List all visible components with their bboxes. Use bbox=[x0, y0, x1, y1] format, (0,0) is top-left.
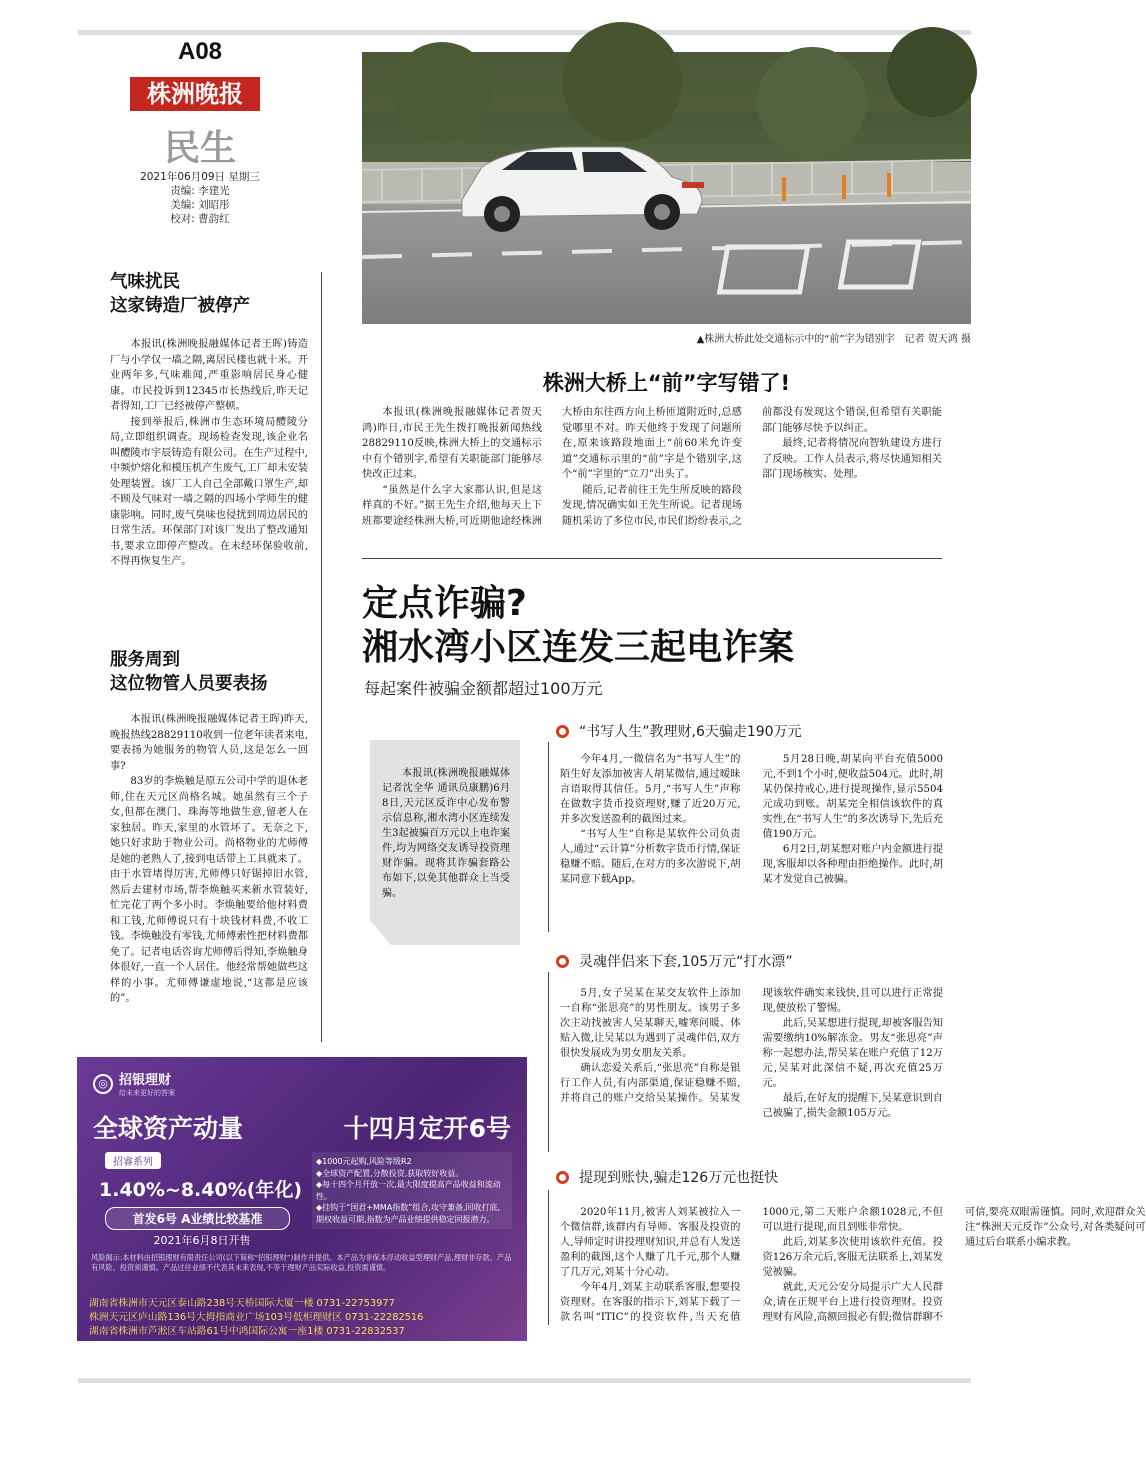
fraud-s3-paragraph: 今年4月,刘某主动联系客服,想要投资理财。在客服的指示下,刘某下载了一款名叫“ITIC”的投资软件,当天充值1000元,第二天账户余额1028元,不但可以进行提现,而且到账非常快。 bbox=[560, 1207, 943, 1323]
ad-brand: 招银理财 bbox=[119, 1073, 172, 1088]
ad-feature: ◆挂钩于“国君+MMA指数”组合,攻守兼备,回收打底,期权收益可期,指数为产品业绩提供稳定回报潜力。 bbox=[316, 1203, 501, 1224]
fraud-s2-paragraph: 确认恋爱关系后,“张思亮”自称是银行工作人员,有内部渠道,保证稳赚不赔,并将自己的账户交给吴某操作。吴某发现该软件确实来钱快,且可以进行正常提现,便放松了警惕。 bbox=[560, 988, 943, 1104]
manager-article-title bbox=[110, 648, 320, 696]
manager-paragraph: 83岁的李焕触是原五公司中学的退休老师,住在天元区尚格名城。她虽然有三个子女,但都在澳门、珠海等地做生意,留老人在家独居。昨天,家里的水管坏了。无奈之下,她只好求助于物业公司。尚格物业的尤师傅是她的老熟人了,接到电话带上工具就来了。由于水管堵得厉害,尤师傅只好锯掉旧水管,然后去建材市场,帮李焕触买来新水管装好,忙完花了两个多小时。李焕触要给他材料费和工钱,尤师傅说只有十块钱材料费,不收工钱。李焕触没有零钱,尤师傅索性把材料费都免了。记者电话咨询尤师傅后得知,李焕触身体很好,一直一个人居住。他经常帮她做些这样的小事。尤师傅谦虚地说,“这都是应该的”。 bbox=[110, 776, 308, 1004]
ad-logo bbox=[93, 1069, 175, 1098]
fraud-section1-body bbox=[560, 752, 943, 932]
bottom-border bbox=[78, 1378, 971, 1383]
ad-brand-icon: ◎ bbox=[93, 1074, 113, 1094]
ad-headline-right: 十四月定开6号 bbox=[343, 1114, 511, 1143]
fraud-s1-paragraph: 6月2日,胡某想对账户内金额进行提现,客服却以各种理由拒绝操作。此时,胡某才发觉自己被骗。 bbox=[762, 844, 943, 885]
editor-credit: 责编: 李建光 bbox=[170, 185, 230, 197]
manager-title-line1: 服务周到 bbox=[110, 650, 180, 670]
bridge-paragraph: “虽然是什么字大家都认识,但是这样真的不好。”据王先生介绍,他每天上下班都要途经株洲大桥,可近期他途经株洲大桥由东往西方向上桥匝道附近时,总感觉哪里不对。昨天他终于发现了问题所在,原来该路段地面上“前60米允许变道”交通标示里的“前”字是个错别字,这个“前”字里的“立刀”出头了。 bbox=[362, 407, 742, 527]
ad-feature: ◆每十四个月开放一次,最大限度提高产品收益和流动性。 bbox=[316, 1180, 501, 1201]
fraud-s2-paragraph: 此后,吴某想进行提现,却被客服告知需要缴纳10%解冻金。男友“张思亮”声称一起想办法,帮吴某在账户充值了12万元,吴某对此深信不疑,再次充值25万元。 bbox=[762, 1018, 943, 1089]
ad-feature: ◆1000元起购,风险等级R2 bbox=[316, 1157, 412, 1166]
fraud-intro-paragraph: 本报讯(株洲晚报融媒体记者沈全华 通讯员康鹏)6月8日,天元区反诈中心发布警示信息称,湘水湾小区连续发生3起被骗百万元以上电诈案件,均为网络交友诱导投资理财诈骗。现将其诈骗套路公布如下,以免其他群众上当受骗。 bbox=[382, 768, 510, 899]
fraud-intro-text bbox=[382, 766, 510, 901]
fraud-section2-left-border bbox=[548, 972, 549, 1152]
fraud-section2-heading-text: 灵魂伴侣来下套,105万元“打水漂” bbox=[579, 954, 793, 970]
foundry-title-line2: 这家铸造厂被停产 bbox=[110, 296, 250, 316]
advertisement[interactable] bbox=[77, 1057, 527, 1341]
ad-rate: 1.40%~8.40%(年化) bbox=[99, 1179, 303, 1201]
fraud-section1-left-border bbox=[548, 742, 549, 932]
issue-info bbox=[120, 170, 280, 226]
foundry-article-body bbox=[110, 337, 308, 570]
bridge-paragraph: 最终,记者将情况向智轨建设方进行了反映。工作人员表示,将尽快通知相关部门现场核实、处理。 bbox=[762, 438, 942, 480]
foundry-paragraph: 本报讯(株洲晚报融媒体记者王晖)铸造厂与小学仅一墙之隔,离居民楼也就十米。开业两年多,气味难闻,严重影响居民身心健康。市民投诉到12345市长热线后,昨天记者得知,工厂已经被停产整顿。 bbox=[110, 339, 308, 412]
news-photo bbox=[362, 52, 971, 324]
fraud-section3-body bbox=[560, 1205, 1146, 1330]
fraud-title-line2: 湘水湾小区连发三起电诈案 bbox=[362, 627, 795, 668]
manager-article-body bbox=[110, 712, 308, 1007]
fraud-article-title bbox=[362, 582, 962, 670]
fraud-s1-paragraph: 今年4月,一微信名为“书写人生”的陌生好友添加被害人胡某微信,通过暧昧言语取得其信任。5月,“书写人生”声称在做数字货币投资理财,赚了近20万元,并多次发送盈利的截图过来。 bbox=[560, 754, 741, 825]
bridge-article-divider bbox=[362, 558, 942, 559]
top-border bbox=[78, 30, 971, 35]
bridge-article-body bbox=[362, 405, 942, 553]
manager-title-line2: 这位物管人员要表扬 bbox=[110, 674, 268, 694]
issue-date: 2021年06月09日 星期三 bbox=[140, 171, 260, 183]
ad-sale-date: 2021年6月8日开售 bbox=[153, 1234, 251, 1247]
section-title: 民生 bbox=[163, 127, 236, 169]
fraud-s1-paragraph: 5月28日晚,胡某向平台充值5000元,不到1个小时,便收益504元。此时,胡某仍保持戒心,进行提现操作,显示5504元成功到账。胡某完全相信该软件的真实性,在“书写人生”的多次诱导下,先后充值190万元。 bbox=[762, 754, 943, 840]
proofreader-credit: 校对: 曹韵红 bbox=[170, 213, 230, 225]
fraud-s3-paragraph: 此后,刘某多次使用该软件充值。投资126万余元后,客服无法联系上,刘某发觉被骗。 bbox=[762, 1237, 943, 1278]
left-column-divider bbox=[321, 272, 322, 1042]
bullet-dot-icon bbox=[556, 725, 569, 738]
ad-series-badge: 招睿系列 bbox=[105, 1152, 161, 1169]
fraud-s2-paragraph: 5月,女子吴某在某交友软件上添加一自称“张思亮”的男性朋友。该男子多次主动找被害人吴某聊天,嘘寒问暖、体贴入微,让吴某以为遇到了灵魂伴侣,双方很快发展成为男女朋友关系。 bbox=[560, 988, 741, 1059]
ad-features bbox=[312, 1152, 512, 1229]
manager-paragraph: 本报讯(株洲晚报融媒体记者王晖)昨天,晚报热线28829110收到一位老年读者来电,要表扬为她服务的物管人员,这是怎么一回事? bbox=[110, 714, 308, 772]
ad-feature: ◆全球资产配置,分散投资,获取较好收益。 bbox=[316, 1168, 464, 1178]
fraud-section2-heading bbox=[556, 951, 936, 971]
foundry-paragraph: 接到举报后,株洲市生态环境局醴陵分局,立即组织调查。现场检查发现,该企业名叫醴陵市宇辰铸造有限公司。在生产过程中,中频炉熔化和模压机产生废气,工厂却未安装处理装置。该厂工人自己全部戴口罩生产,却不顾及气味对一墙之隔的四场小学师生的健康影响。同时,废气臭味也侵扰到周边居民的日常生活。环保部门对该厂发出了整改通知书,要求立即停产整改。在未经环保验收前,不得再恢复生产。 bbox=[110, 416, 308, 567]
bridge-article-title: 株洲大桥上“前”字写错了! bbox=[542, 371, 791, 395]
fraud-article-subtitle: 每起案件被骗金额都超过100万元 bbox=[364, 679, 603, 698]
fraud-section1-heading-text: “书写人生”教理财,6天骗走190万元 bbox=[579, 724, 802, 740]
ad-disclaimer: 风险揭示:本材料由招银理财有限责任公司(以下简称“招银理财”)制作并提供。本产品为非保本浮动收益型理财产品,理财非存款、产品有风险、投资须谨慎。产品过往业绩不代表其未来表现,不等于理财产品实际收益,投资需谨慎。 bbox=[91, 1253, 512, 1272]
fraud-section3-heading-text: 提现到账快,骗走126万元也挺快 bbox=[579, 1170, 779, 1186]
page-number: A08 bbox=[177, 38, 223, 65]
bullet-dot-icon bbox=[556, 955, 569, 968]
ad-address: 湖南省株洲市天元区泰山路238号天桥国际大厦一楼 0731-22753977 bbox=[89, 1298, 395, 1309]
fraud-s2-paragraph: 最后,在好友的提醒下,吴某意识到自己被骗了,损失金额105万元。 bbox=[762, 1093, 943, 1119]
fraud-s3-paragraph: 就此,天元公安分局提示广大人民群众,请在正规平台上进行投资理财。投资理财有风险,高额回报必有假;微信群聊不可信,要亮双眼需谨慎。同时,欢迎群众关注“株洲天元反诈”公众号,对各类疑问可通过后台联系小编求教。 bbox=[762, 1207, 1146, 1323]
fraud-section3-heading bbox=[556, 1167, 936, 1187]
ad-address: 株洲天元区庐山路136号大拇指商业广场103号低柜理财区 0731-22282516 bbox=[89, 1312, 424, 1323]
paper-name-logo: 株洲晚报 bbox=[130, 77, 260, 111]
bullet-dot-icon bbox=[556, 1171, 569, 1184]
bridge-paragraph: 随后,记者前往王先生所反映的路段发现,情况确实如王先生所说。记者现场随机采访了多位市民,市民们纷纷表示,之前都没有发现这个错误,但希望有关职能部门能够尽快予以纠正。 bbox=[562, 407, 942, 527]
ad-headline-left: 全球资产动量 bbox=[93, 1114, 244, 1143]
fraud-s3-paragraph: 2020年11月,被害人刘某被拉入一个微信群,该群内有导师、客服及投资的人,导师定时讲投理财知识,并总有人发送盈利的截图,这个人赚了几千元,那个人赚了几万元,刘某十分心动。 bbox=[560, 1207, 741, 1278]
ad-brand-sub: 给未来更好的答案 bbox=[119, 1089, 175, 1097]
fraud-s1-paragraph: “书写人生”自称是某软件公司负责人,通过“云计算”分析数字货币行情,保证稳赚不赔。随后,在对方的多次游说下,胡某同意下载App。 bbox=[560, 829, 741, 885]
foundry-article-title bbox=[110, 270, 320, 318]
fraud-section2-body bbox=[560, 986, 943, 1154]
fraud-section3-left-border bbox=[548, 1190, 549, 1325]
ad-addresses bbox=[89, 1297, 519, 1339]
ad-headline bbox=[93, 1109, 523, 1145]
photo-caption: ▲株洲大桥此处交通标示中的“前”字为错别字 记者 贺天鸿 摄 bbox=[696, 334, 971, 345]
ad-address: 湖南省株洲市芦淞区车站路61号中鸿国际公寓一座1楼 0731-22832537 bbox=[89, 1326, 405, 1337]
foundry-title-line1: 气味扰民 bbox=[110, 272, 180, 292]
road-car-photo-icon bbox=[362, 52, 971, 324]
fraud-title-line1: 定点诈骗? bbox=[362, 583, 527, 624]
designer-credit: 美编: 刘昭彤 bbox=[170, 199, 230, 211]
ad-product-line: 首发6号 A业绩比较基准 bbox=[105, 1207, 290, 1230]
bridge-paragraph: 本报讯(株洲晚报融媒体记者贺天鸿)昨日,市民王先生拨打晚报新闻热线28829110反映,株洲大桥上的交通标示中有个错别字,希望有关职能部门能够尽快改正过来。 bbox=[362, 407, 542, 480]
fraud-section1-heading bbox=[556, 721, 936, 741]
